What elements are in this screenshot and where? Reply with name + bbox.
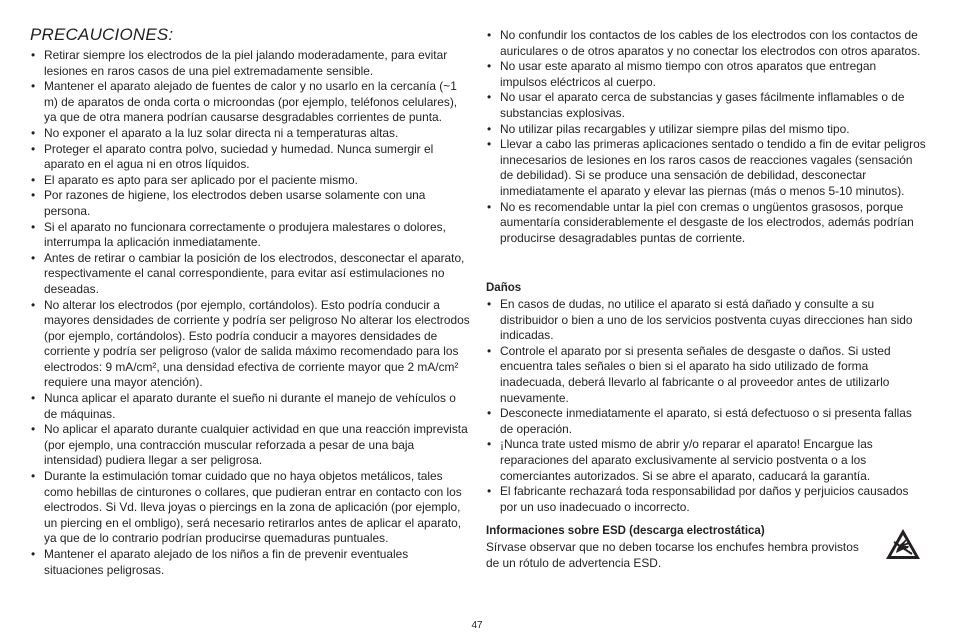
list-item: • Durante la estimulación tomar cuidado que no haya objetos metálicos, tales como hebillas de cinturones o collares, que pudieran entrar en contacto con los electrodos. Si Vd. lleva joyas o piercings en la zona de aplicación (por ejemplo, un piercing en el ombligo), será necesario retirarlos antes de aplicar el aparato, ya que de lo contrario podrían producirse quemaduras puntuales. xyxy=(30,469,470,547)
danos-list xyxy=(486,297,926,515)
esd-paragraph: Sírvase observar que no deben tocarse los enchufes hembra provistos de un rótulo de advertencia ESD. xyxy=(486,540,859,570)
list-item: • Por razones de higiene, los electrodos deben usarse solamente con una persona. xyxy=(30,188,470,219)
list-item: • En casos de dudas, no utilice el aparato si está dañado y consulte a su distribuidor o bien a uno de los servicios postventa cuyas direcciones han sido indicadas. xyxy=(486,297,926,344)
list-item: • Controle el aparato por si presenta señales de desgaste o daños. Si usted encuentra tales señales o bien si el aparato ha sido utilizado de forma inadecuada, deberá llevarlo al fabricante o al proveedor antes de utilizarlo nuevamente. xyxy=(486,344,926,406)
list-item: • No exponer el aparato a la luz solar directa ni a temperaturas altas. xyxy=(30,126,470,142)
list-item: • El aparato es apto para ser aplicado por el paciente mismo. xyxy=(30,173,470,189)
precautions-list-continued xyxy=(486,28,926,246)
section-heading-danos: Daños xyxy=(486,282,522,294)
list-item: • Llevar a cabo las primeras aplicaciones sentado o tendido a fin de evitar peligros innecesarios de lesiones en los raros casos de reacciones vagales (sensación de debilidad). Si se produce una sensación de debilidad, desconectar inmediatamente el aparato y elevar las piernas (más o menos 5-10 minutos). xyxy=(486,137,926,199)
list-item: • No utilizar pilas recargables y utilizar siempre pilas del mismo tipo. xyxy=(486,122,926,138)
list-item: • Si el aparato no funcionara correctamente o produjera malestares o dolores, interrumpa la aplicación inmediatamente. xyxy=(30,220,470,251)
page-number: 47 xyxy=(471,620,483,631)
list-item: • Antes de retirar o cambiar la posición de los electrodos, desconectar el aparato, respectivamente el canal correspondiente, para evitar así estimulaciones no deseadas. xyxy=(30,251,470,298)
list-item: • Mantener el aparato alejado de los niños a fin de prevenir eventuales situaciones peligrosas. xyxy=(30,547,470,578)
list-item: • Desconecte inmediatamente el aparato, si está defectuoso o si presenta fallas de operación. xyxy=(486,406,926,437)
list-item: • No aplicar el aparato durante cualquier actividad en que una reacción imprevista (por ejemplo, una contracción muscular reforzada a pesar de una baja intensidad) pudiera llegar a ser peligrosa. xyxy=(30,422,470,469)
list-item: • No confundir los contactos de los cables de los electrodos con los contactos de auriculares o de otros aparatos y no conectar los electrodos con otros aparatos. xyxy=(486,28,926,59)
list-item: • No es recomendable untar la piel con cremas o ungüentos grasosos, porque aumentaría considerablemente el desgaste de los electrodos, además podrían producirse desagradables puntas de corriente. xyxy=(486,200,926,247)
list-item: • Retirar siempre los electrodos de la piel jalando moderadamente, para evitar lesiones en raros casos de una piel extremadamente sensible. xyxy=(30,48,470,79)
section-heading-precauciones: PRECAUCIONES: xyxy=(30,25,174,44)
list-item: • El fabricante rechazará toda responsabilidad por daños y perjuicios causados por un uso inadecuado o incorrecto. xyxy=(486,484,926,515)
list-item: • No usar el aparato cerca de substancias y gases fácilmente inflamables o de substancias explosivas. xyxy=(486,90,926,121)
esd-warning-icon xyxy=(885,528,921,560)
list-item: • No alterar los electrodos (por ejemplo, cortándolos). Esto podría conducir a mayores densidades de corriente y podría ser peligroso No alterar los electrodos (por ejemplo, cortándolos). Esto podría conducir a mayores densidades de corriente y podría ser peligroso (valor de salida máximo recomendado para los electrodos: 9 mA/cm², una densidad efectiva de corriente mayor que 2 mA/cm² requiere una mayor atención). xyxy=(30,298,470,392)
list-item: • Proteger el aparato contra polvo, suciedad y humedad. Nunca sumergir el aparato en el agua ni en otros líquidos. xyxy=(30,142,470,173)
list-item: • Mantener el aparato alejado de fuentes de calor y no usarlo en la cercanía (~1 m) de aparatos de onda corta o microondas (por ejemplo, teléfonos celulares), ya que de otra manera podrían causarse desgradables corrientes de punta. xyxy=(30,79,470,126)
list-item: • No usar este aparato al mismo tiempo con otros aparatos que entregan impulsos eléctricos al cuerpo. xyxy=(486,59,926,90)
list-item: • Nunca aplicar el aparato durante el sueño ni durante el manejo de vehículos o de máquinas. xyxy=(30,391,470,422)
precautions-list xyxy=(30,48,470,578)
section-heading-esd: Informaciones sobre ESD (descarga electrostática) xyxy=(486,525,765,537)
list-item: • ¡Nunca trate usted mismo de abrir y/o reparar el aparato! Encargue las reparaciones del aparato exclusivamente al servicio postventa o a los comerciantes autorizados. Si se abre el aparato, caducará la garantía. xyxy=(486,437,926,484)
